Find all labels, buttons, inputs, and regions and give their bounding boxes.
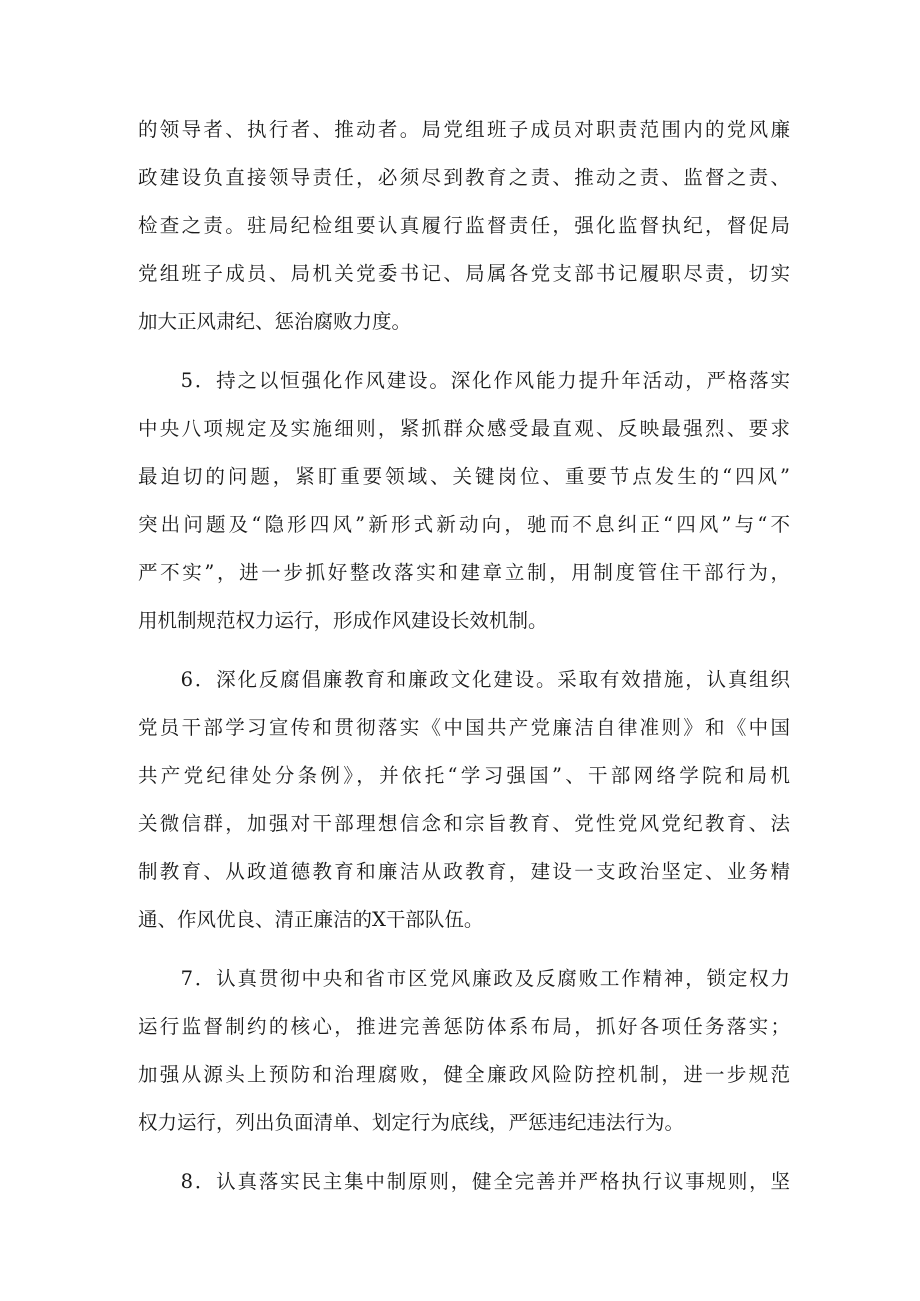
text-line: 运行监督制约的核心，推进完善惩防体系布局，抓好各项任务落实；: [138, 1015, 790, 1038]
text-line: 最迫切的问题，紧盯重要领域、关键岗位、重要节点发生的“四风”: [138, 465, 790, 488]
text-line: 严不实”，进一步抓好整改落实和建章立制，用制度管住干部行为，: [138, 561, 790, 584]
text-line: 加强从源头上预防和治理腐败，健全廉政风险防控机制，进一步规范: [138, 1063, 790, 1086]
text-line: 7．认真贯彻中央和省市区党风廉政及反腐败工作精神，锁定权力: [138, 967, 790, 990]
text-line: 共产党纪律处分条例》，并依托“学习强国”、干部网络学院和局机: [138, 764, 790, 787]
text-line: 5．持之以恒强化作风建设。深化作风能力提升年活动，严格落实: [138, 369, 790, 392]
text-line: 通、作风优良、清正廉洁的X干部队伍。: [138, 908, 484, 931]
text-line: 8．认真落实民主集中制原则，健全完善并严格执行议事规则，坚: [138, 1170, 790, 1193]
paragraph-item-7: [138, 961, 790, 1153]
text-line: 检查之责。驻局纪检组要认真履行监督责任，强化监督执纪，督促局: [138, 214, 790, 237]
paragraph-item-5: [138, 363, 790, 651]
paragraph-item-6: [138, 662, 790, 950]
text-line: 制教育、从政道德教育和廉洁从政教育，建设一支政治坚定、业务精: [138, 860, 790, 883]
text-line: 权力运行，列出负面清单、划定行为底线，严惩违纪违法行为。: [138, 1111, 685, 1134]
text-line: 用机制规范权力运行，形成作风建设长效机制。: [138, 609, 548, 632]
paragraph-responsibility: [138, 112, 790, 352]
text-line: 党组班子成员、局机关党委书记、局属各党支部书记履职尽责，切实: [138, 262, 790, 285]
text-line: 6．深化反腐倡廉教育和廉政文化建设。采取有效措施，认真组织: [138, 668, 790, 691]
text-line: 党员干部学习宣传和贯彻落实《中国共产党廉洁自律准则》和《中国: [138, 716, 790, 739]
document-body: [138, 112, 790, 1212]
text-line: 的领导者、执行者、推动者。局党组班子成员对职责范围内的党风廉: [138, 118, 790, 141]
text-line: 政建设负直接领导责任，必须尽到教育之责、推动之责、监督之责、: [138, 166, 790, 189]
text-line: 突出问题及“隐形四风”新形式新动向，驰而不息纠正“四风”与“不: [138, 513, 790, 536]
text-line: 关微信群，加强对干部理想信念和宗旨教育、党性党风党纪教育、法: [138, 812, 790, 835]
text-line: 中央八项规定及实施细则，紧抓群众感受最直观、反映最强烈、要求: [138, 417, 790, 440]
text-line: 加大正风肃纪、惩治腐败力度。: [138, 310, 412, 333]
paragraph-item-8: [138, 1164, 790, 1212]
